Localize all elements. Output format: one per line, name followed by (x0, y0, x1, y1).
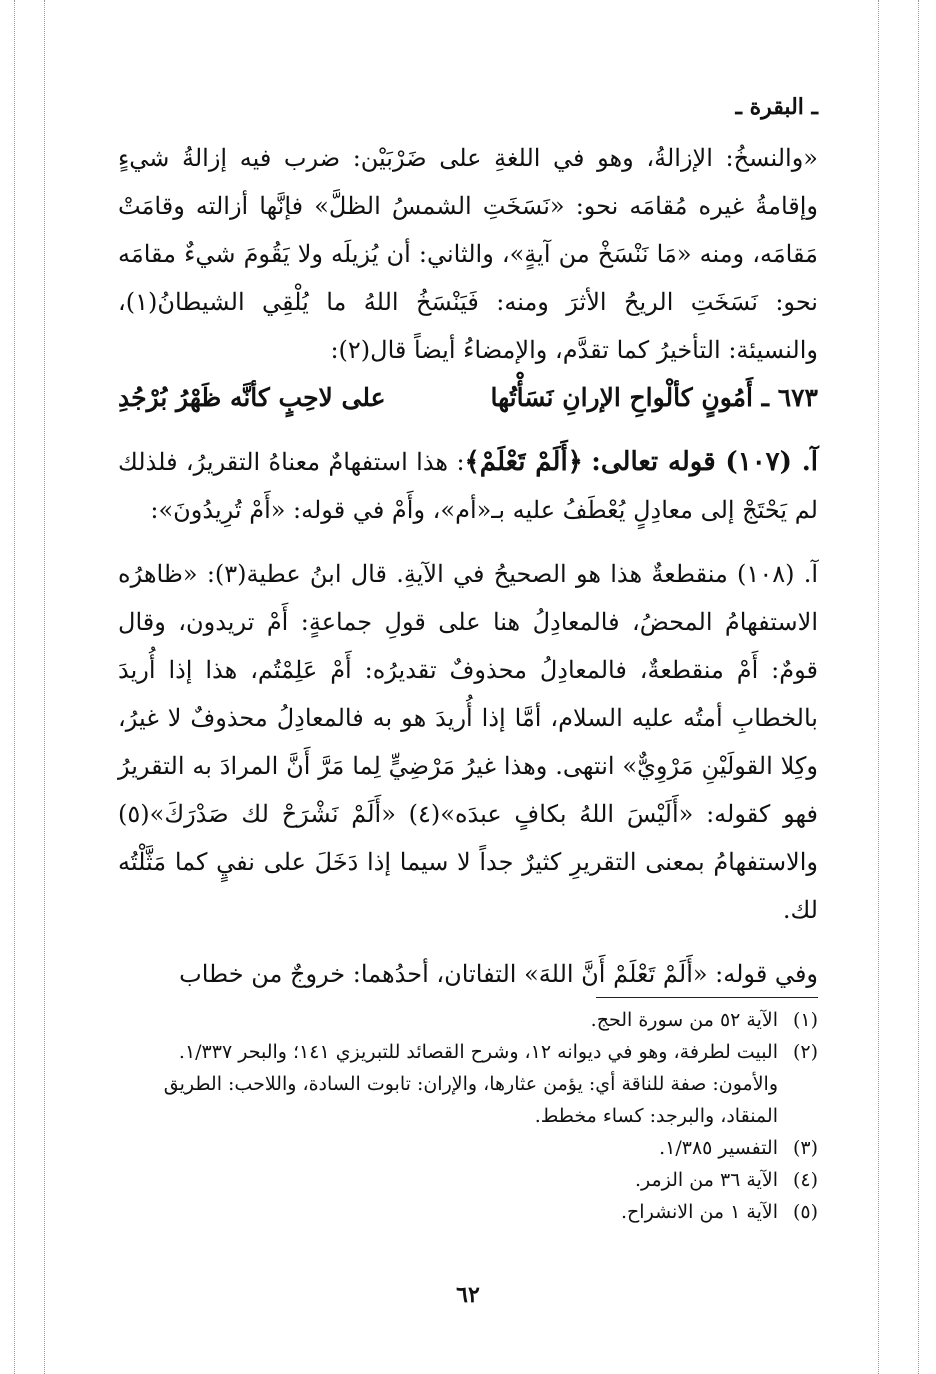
footnote-text: الآية ١ من الانشراح. (621, 1201, 778, 1223)
footnote-number: (٢) (792, 1041, 818, 1063)
paragraph-verse-107 (118, 438, 818, 534)
quran-quote: ﴿أَلَمْ تَعْلَمْ﴾ (464, 447, 583, 477)
footnote-item (118, 1036, 818, 1068)
footnote-separator (596, 997, 818, 998)
page-number: ٦٢ (456, 1282, 480, 1308)
footnote-text: الآية ٣٦ من الزمر. (634, 1169, 778, 1191)
footnote-text: البيت لطرفة، وهو في ديوانه ١٢، وشرح القصائد للتبريزي ١٤١؛ والبحر ١/٣٣٧. (178, 1041, 778, 1063)
footnote-number: (١) (792, 1009, 818, 1031)
poetry-verse (118, 374, 818, 422)
footnote-text: الآية ٥٢ من سورة الحج. (590, 1009, 778, 1031)
verse-number: ٦٧٣ ـ (761, 383, 818, 412)
footnote-number: (٣) (792, 1137, 818, 1159)
paragraph-naskh-definition: «والنسخُ: الإزالةُ، وهو في اللغةِ على ضَرْبَيْن: ضرب فيه إزالةُ شيءٍ وإقامةُ غيره مُقامَه نحو: «نَسَخَتِ الشمسُ الظلَّ» فإنَّها أزالته وقامَتْ مَقامَه، ومنه «مَا نَنْسَخْ من آيةٍ»، والثاني: أن يُزيلَه ولا يَقُومَ شيءٌ مقامَه نحو: نَسَخَتِ الريحُ الأثرَ ومنه: فَيَنْسَخُ اللهُ ما يُلْقِي الشيطانُ(١)، والنسيئة: التأخيرُ كما تقدَّم، والإمضاءُ أيضاً قال(٢): (118, 144, 818, 364)
footnote-item (118, 1164, 818, 1196)
footnote-number: (٤) (792, 1169, 818, 1191)
footnotes (118, 1004, 818, 1228)
footnote-item (118, 1196, 818, 1228)
footnote-number: (٥) (792, 1201, 818, 1223)
paragraph-verse-108: آ. (١٠٨) منقطعةٌ هذا هو الصحيحُ في الآيةِ. قال ابنُ عطية(٣): «ظاهرُه الاستفهامُ المحضُ، فالمعادِلُ هنا على قولِ جماعةٍ: أَمْ تريدون، وقال قومٌ: أَمْ منقطعةٌ، فالمعادِلُ محذوفٌ تقديرُه: أَمْ عَلِمْتُم، هذا إذا أُريدَ بالخطابِ أمتُه عليه السلام، أمَّا إذا أُريدَ هو به فالمعادِلُ محذوفٌ لا غيرُ، وكِلا القولَيْنِ مَرْوِيٌّ» انتهى. وهذا غيرُ مَرْضِيٍّ لِما مَرَّ أَنَّ المرادَ به التقريرُ فهو كقوله: «أَلَيْسَ اللهُ بكافٍ عبدَه»(٤) «أَلَمْ نَشْرَحْ لك صَدْرَكَ»(٥) والاستفهامُ بمعنى التقريرِ كثيرٌ جداً لا سيما إذا دَخَلَ على نفيٍ كما مَثَّلْتُه لك. (118, 560, 818, 924)
verse-text-a: أَمُونٍ كألْواحِ الإرانِ نَسَأْتُها (490, 383, 753, 412)
verse-text-b: على لاحِبٍ كأنَّه ظَهْرُ بُرْجُدِ (118, 383, 386, 412)
footnote-text: التفسير ١/٣٨٥. (659, 1137, 778, 1159)
main-text (118, 134, 818, 998)
running-header: ـ البقرة ـ (735, 94, 818, 120)
footnote-item (118, 1004, 818, 1036)
commentary-107: : هذا استفهامٌ معناهُ التقريرُ، فلذلك لم يَحْتَجْ إلى معادِلٍ يُعْطَفُ عليه بـ«أم»، وأَمْ في قوله: «أَمْ تُرِيدُونَ»: (118, 448, 818, 524)
footnote-continuation: والأمون: صفة للناقة أي: يؤمن عثارها، والإران: تابوت السادة، واللاحب: الطريق المنقاد، والبرجد: كساء مخطط. (163, 1073, 778, 1127)
paragraph-iltifat: وفي قوله: «أَلَمْ تَعْلَمْ أَنَّ اللهَ» التفاتان، أحدُهما: خروجٌ من خطاب (179, 960, 818, 988)
verse-first-hemistich (491, 374, 818, 422)
footnote-item (118, 1132, 818, 1164)
verse-reference-107: آ. (١٠٧) قوله تعالى: (591, 447, 818, 477)
